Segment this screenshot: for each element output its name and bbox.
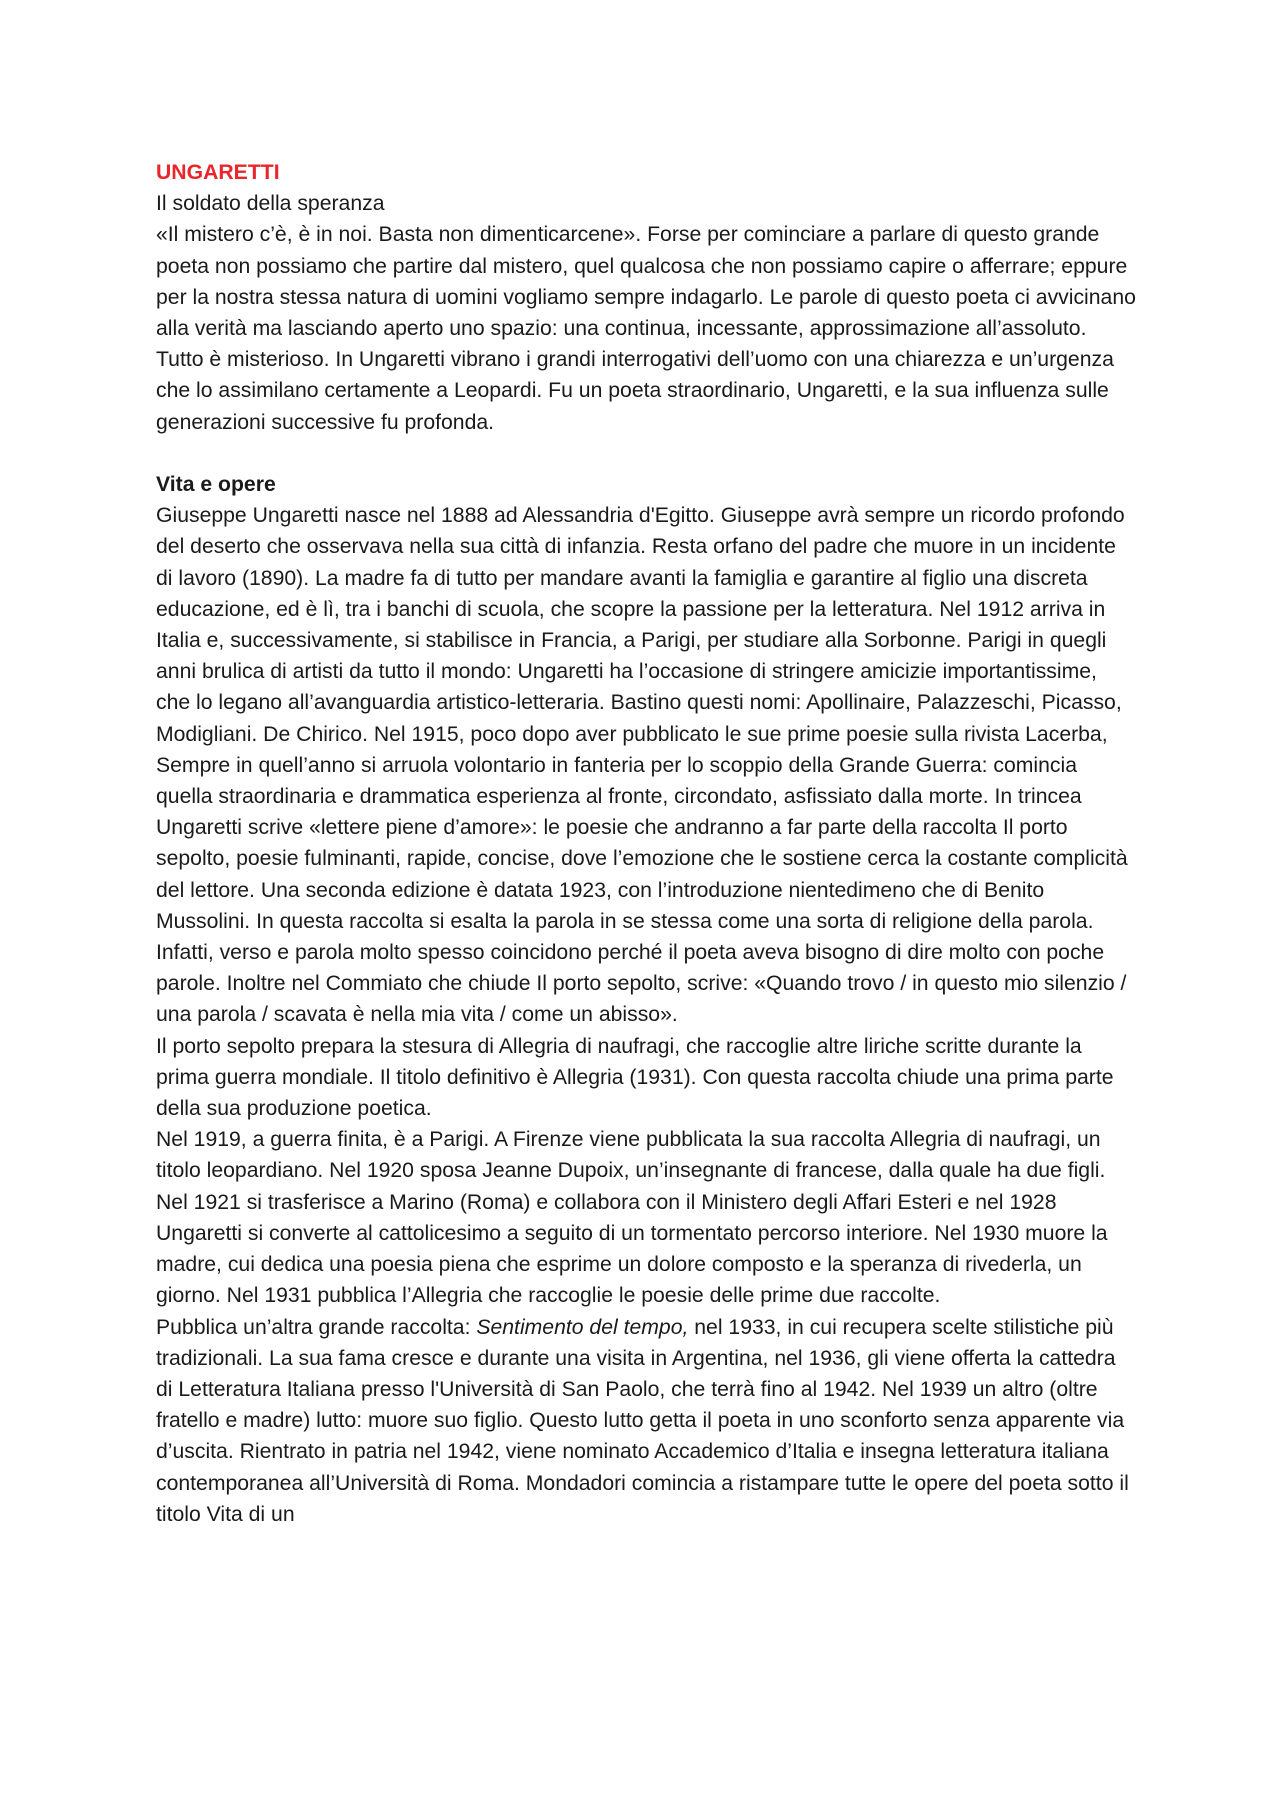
section-heading: Vita e opere — [156, 473, 276, 497]
body-paragraph-3: Nel 1919, a guerra finita, è a Parigi. A Firenze viene pubblicata la sua raccolta Allegria di naufragi, un titolo leopardiano. Nel 1920 sposa Jeanne Dupoix, un’insegnante di francese, dalla quale ha due figli. Nel 1921 si trasferisce a Marino (Roma) e collabora con il Ministero degli Affari Esteri e nel 1928 Ungaretti si converte al cattolicesimo a seguito di un tormentato percorso interiore. Nel 1930 muore la madre, cui dedica una poesia piena che esprime un dolore composto e la speranza di rivederla, un giorno. Nel 1931 pubblica l’Allegria che raccoglie le poesie delle prime due raccolte. — [156, 1128, 1108, 1308]
body-paragraph-4 — [156, 1312, 1136, 1530]
para4-end: nel 1933, in cui recupera scelte stilistiche più tradizionali. La sua fama cresce e durante una visita in Argentina, nel 1936, gli viene offerta la cattedra di Letteratura Italiana presso l'Università di San Paolo, che terrà fino al 1942. Nel 1939 un altro (oltre fratello e madre) lutto: muore suo figlio. Questo lutto getta il poeta in uno sconforto senza apparente via d’uscita. Rientrato in patria nel 1942, viene nominato Accademico d’Italia e insegna letteratura italiana contemporanea all’Università di Roma. Mondadori comincia a ristampare tutte le opere del poeta sotto il titolo Vita di un — [156, 1315, 1129, 1526]
paragraph-spacer — [156, 438, 1136, 469]
document-page — [156, 157, 1136, 1530]
body-paragraph-2: Il porto sepolto prepara la stesura di Allegria di naufragi, che raccoglie altre liriche scritte durante la prima guerra mondiale. Il titolo definitivo è Allegria (1931). Con questa raccolta chiude una prima parte della sua produzione poetica. — [156, 1034, 1114, 1121]
document-title: UNGARETTI — [156, 161, 280, 184]
document-subtitle: Il soldato della speranza — [156, 192, 385, 216]
intro-paragraph: «Il mistero c’è, è in noi. Basta non dimenticarcene». Forse per cominciare a parlare di questo grande poeta non possiamo che partire dal mistero, quel qualcosa che non possiamo capire o afferrare; eppure per la nostra stessa natura di uomini vogliamo sempre indagarlo. Le parole di questo poeta ci avvicinano alla verità ma lasciando aperto uno spazio: una continua, incessante, approssimazione all’assoluto. Tutto è misterioso. In Ungaretti vibrano i grandi interrogativi dell’uomo con una chiarezza e un’urgenza che lo assimilano certamente a Leopardi. Fu un poeta straordinario, Ungaretti, e la sua influenza sulle generazioni successive fu profonda. — [156, 223, 1136, 434]
para4-italic-title: Sentimento del tempo, — [476, 1315, 689, 1339]
body-paragraph-1: Giuseppe Ungaretti nasce nel 1888 ad Alessandria d'Egitto. Giuseppe avrà sempre un ricordo profondo del deserto che osservava nella sua città di infanzia. Resta orfano del padre che muore in un incidente di lavoro (1890). La madre fa di tutto per mandare avanti la famiglia e garantire al figlio una discreta educazione, ed è lì, tra i banchi di scuola, che scopre la passione per la letteratura. Nel 1912 arriva in Italia e, successivamente, si stabilisce in Francia, a Parigi, per studiare alla Sorbonne. Parigi in quegli anni brulica di artisti da tutto il mondo: Ungaretti ha l’occasione di stringere amicizie importantissime, che lo legano all’avanguardia artistico-letteraria. Bastino questi nomi: Apollinaire, Palazzeschi, Picasso, Modigliani. De Chirico. Nel 1915, poco dopo aver pubblicato le sue prime poesie sulla rivista Lacerba, Sempre in quell’anno si arruola volontario in fanteria per lo scoppio della Grande Guerra: comincia quella straordinaria e drammatica esperienza al fronte, circondato, asfissiato dalla morte. In trincea Ungaretti scrive «lettere piene d’amore»: le poesie che andranno a far parte della raccolta Il porto sepolto, poesie fulminanti, rapide, concise, dove l’emozione che le sostiene cerca la costante complicità del lettore. Una seconda edizione è datata 1923, con l’introduzione nientedimeno che di Benito Mussolini. In questa raccolta si esalta la parola in se stessa come una sorta di religione della parola. Infatti, verso e parola molto spesso coincidono perché il poeta aveva bisogno di dire molto con poche parole. Inoltre nel Commiato che chiude Il porto sepolto, scrive: «Quando trovo / in questo mio silenzio / una parola / scavata è nella mia vita / come un abisso». — [156, 504, 1128, 1027]
para4-start: Pubblica un’altra grande raccolta: — [156, 1315, 477, 1339]
